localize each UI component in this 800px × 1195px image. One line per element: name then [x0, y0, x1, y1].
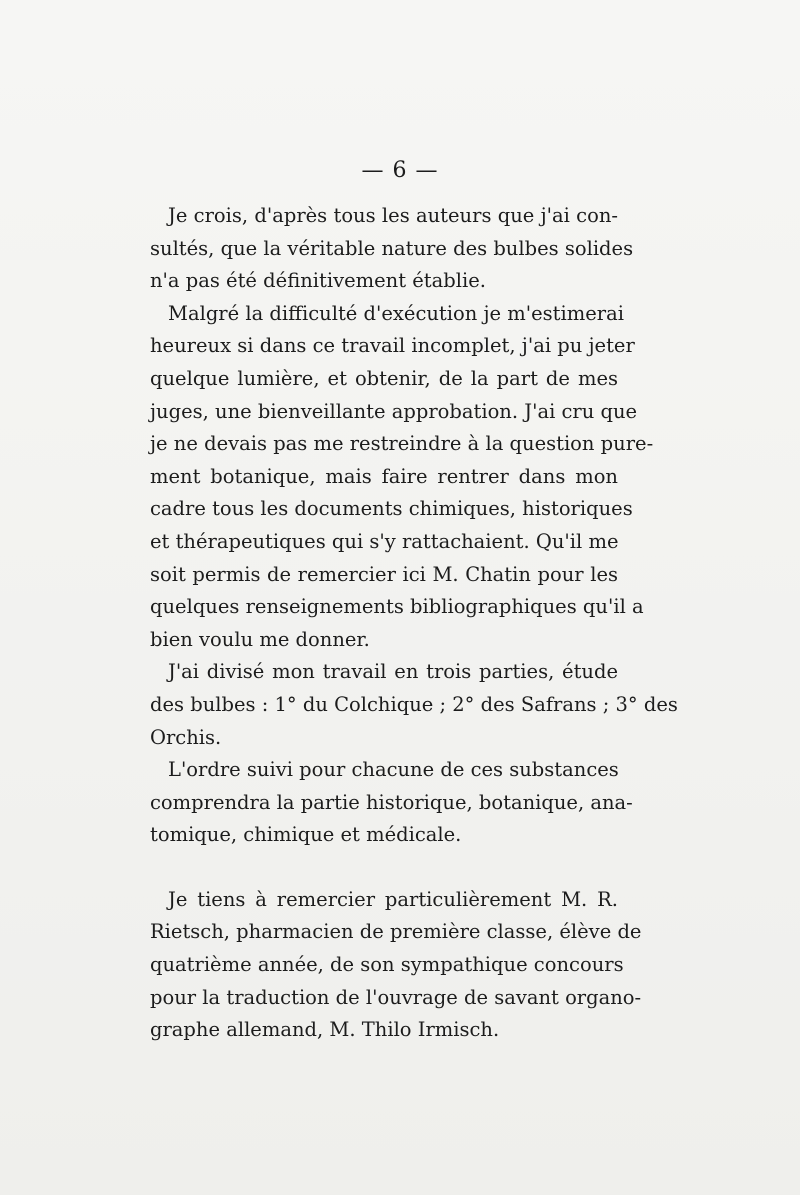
text-line: et thérapeutiques qui s'y rattachaient. Qu'il me [150, 529, 619, 553]
text-line: je ne devais pas me restreindre à la question pure- [150, 432, 654, 456]
text-line: graphe allemand, M. Thilo Irmisch. [150, 1018, 500, 1042]
text-line: pour la traduction de l'ouvrage de savant organo- [150, 985, 642, 1009]
text-line: Malgré la difficulté d'exécution je m'estimerai [168, 301, 624, 325]
text-line: tomique, chimique et médicale. [150, 823, 462, 847]
text-line: soit permis de remercier ici M. Chatin pour les [150, 562, 618, 586]
text-line: cadre tous les documents chimiques, historiques [150, 497, 633, 521]
paragraph-5 [132, 884, 642, 1047]
paragraph-3 [132, 656, 678, 754]
page-number: — 6 — [361, 158, 439, 183]
text-line: quelques renseignements bibliographiques qu'il a [150, 595, 644, 619]
text-line: Orchis. [150, 725, 222, 749]
body-text [132, 200, 678, 1047]
text-line: heureux si dans ce travail incomplet, j'ai pu jeter [150, 334, 635, 358]
text-line: Je tiens à remercier particulièrement M. R. [168, 887, 618, 911]
paragraph-4 [132, 754, 633, 852]
text-line: Je crois, d'après tous les auteurs que j'ai con- [168, 204, 618, 227]
paragraph-2 [132, 298, 654, 657]
text-line: comprendra la partie historique, botanique, ana- [150, 790, 633, 814]
text-line: n'a pas été définitivement établie. [150, 269, 486, 293]
text-line: bien voulu me donner. [150, 627, 370, 651]
text-line: sultés, que la véritable nature des bulbes solides [150, 236, 634, 260]
text-line: quelque lumière, et obtenir, de la part de mes [150, 366, 618, 390]
text-line: ment botanique, mais faire rentrer dans mon [150, 464, 618, 488]
text-line: juges, une bienveillante approbation. J'ai cru que [150, 399, 638, 423]
paragraph-1 [132, 200, 634, 298]
text-line: quatrième année, de son sympathique concours [150, 953, 624, 977]
text-line: J'ai divisé mon travail en trois parties, étude [168, 660, 618, 684]
text-line: des bulbes : 1° du Colchique ; 2° des Safrans ; 3° des [150, 692, 678, 716]
text-line: L'ordre suivi pour chacune de ces substances [168, 758, 619, 782]
text-line: Rietsch, pharmacien de première classe, élève de [150, 920, 642, 944]
